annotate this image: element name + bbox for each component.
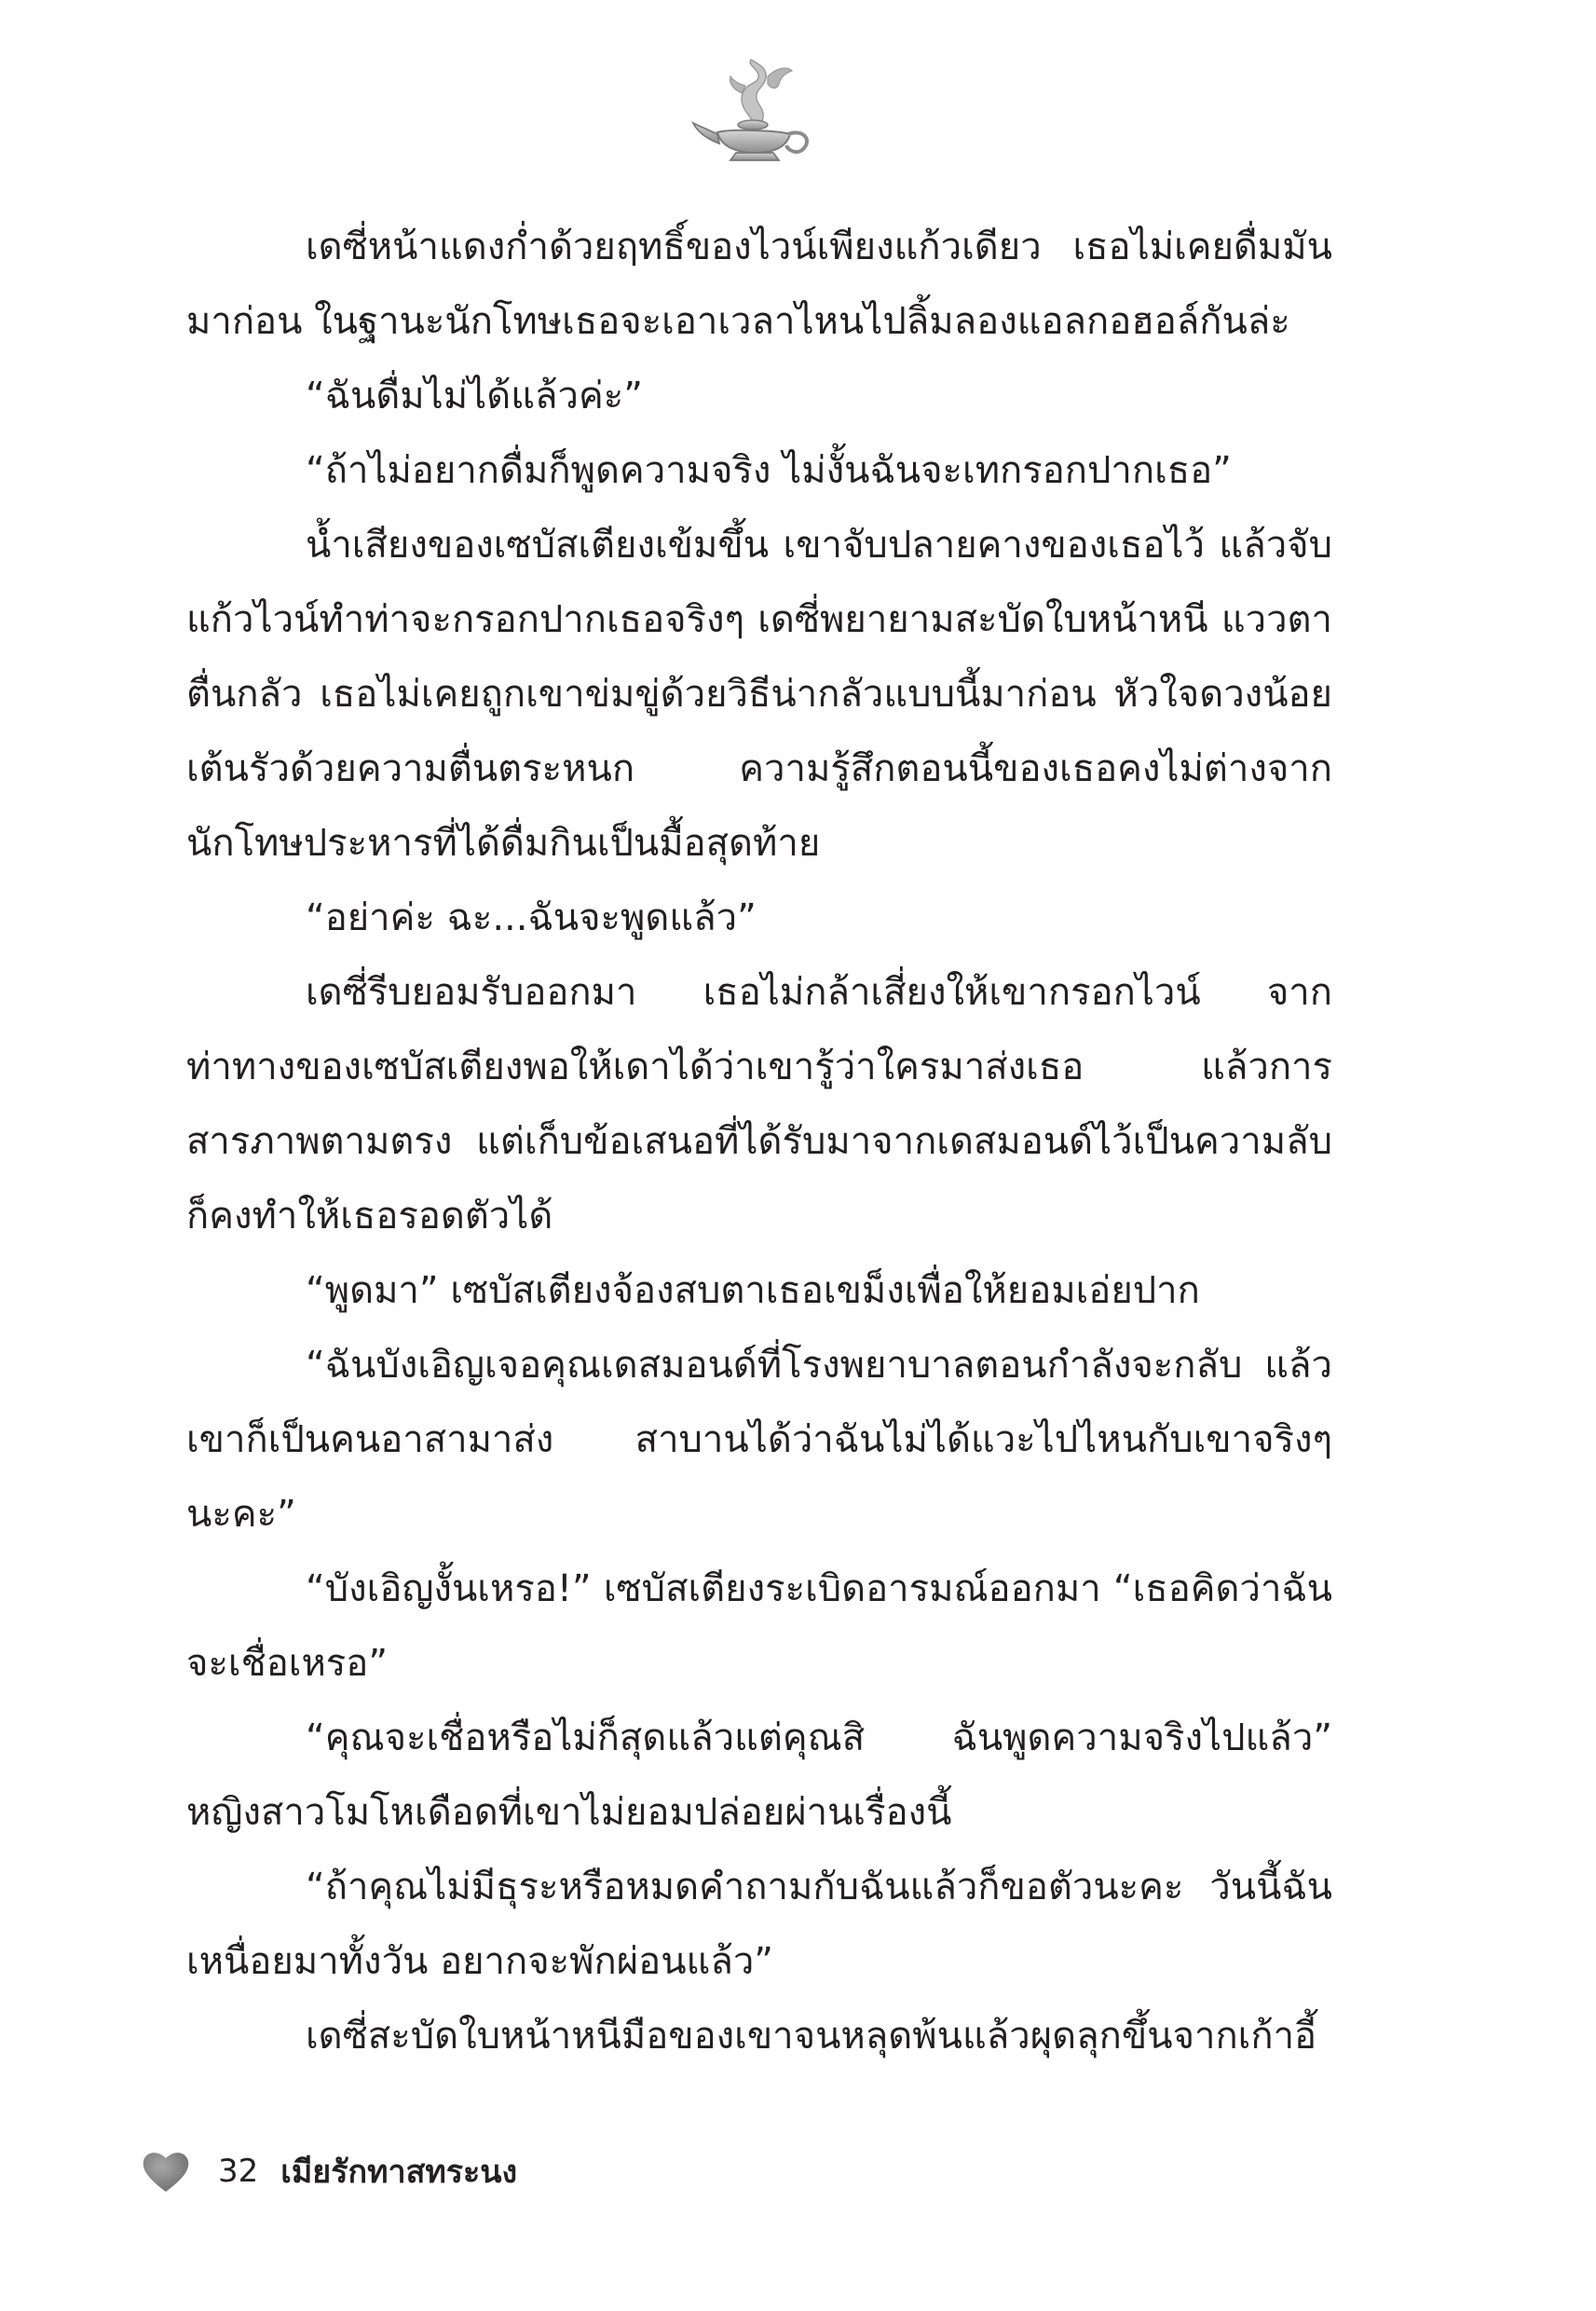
paragraph: “คุณจะเชื่อหรือไม่ก็สุดแล้วแต่คุณสิ ฉันพูดความจริงไปแล้ว” หญิงสาวโมโหเดือดที่เขาไม่ยอมปล่อยผ่านเรื่องนี้: [186, 1716, 1332, 1834]
page-footer: [142, 2143, 517, 2199]
book-title: เมียรักทาสทระนง: [280, 2154, 518, 2191]
paragraph: “ฉันบังเอิญเจอคุณเดสมอนด์ที่โรงพยาบาลตอนกำลังจะกลับ แล้วเขาก็เป็นคนอาสามาส่ง สาบานได้ว่าฉันไม่ได้แวะไปไหนกับเขาจริงๆ นะคะ”: [186, 1344, 1332, 1536]
paragraph: เดซี่หน้าแดงก่ำด้วยฤทธิ์ของไวน์เพียงแก้วเดียว เธอไม่เคยดื่มมันมาก่อน ในฐานะนักโทษเธอจะเอาเวลาไหนไปลิ้มลองแอลกอฮอล์กันล่ะ: [186, 226, 1332, 343]
paragraph: เดซี่รีบยอมรับออกมา เธอไม่กล้าเสี่ยงให้เขากรอกไวน์ จากท่าทางของเซบัสเตียงพอให้เดาได้ว่าเขารู้ว่าใครมาส่งเธอ แล้วการสารภาพตามตรง แต่เก็บข้อเสนอที่ได้รับมาจากเดสมอนด์ไว้เป็นความลับ ก็คงทำให้เธอรอดตัวได้: [186, 971, 1332, 1238]
paragraph: น้ำเสียงของเซบัสเตียงเข้มขึ้น เขาจับปลายคางของเธอไว้ แล้วจับแก้วไวน์ทำท่าจะกรอกปากเธอจริงๆ เดซี่พยายามสะบัดใบหน้าหนี แววตาตื่นกลัว เธอไม่เคยถูกเขาข่มขู่ด้วยวิธีน่ากลัวแบบนี้มาก่อน หัวใจดวงน้อยเต้นรัวด้วยความตื่นตระหนก ความรู้สึกตอนนี้ของเธอคงไม่ต่างจากนักโทษประหารที่ได้ดื่มกินเป็นมื้อสุดท้าย: [186, 524, 1332, 865]
paragraph: เดซี่สะบัดใบหน้าหนีมือของเขาจนหลุดพ้นแล้วผุดลุกขึ้นจากเก้าอี้: [306, 2015, 1317, 2058]
body-text: [186, 210, 1332, 2073]
heart-icon: [142, 2149, 190, 2194]
page-number: 32: [218, 2153, 259, 2190]
paragraph: “บังเอิญงั้นเหรอ!” เซบัสเตียงระเบิดอารมณ์ออกมา “เธอคิดว่าฉันจะเชื่อเหรอ”: [186, 1567, 1332, 1685]
paragraph: “พูดมา” เซบัสเตียงจ้องสบตาเธอเขม็งเพื่อให้ยอมเอ่ยปาก: [306, 1269, 1200, 1312]
paragraph: “อย่าค่ะ ฉะ...ฉันจะพูดแล้ว”: [306, 896, 757, 939]
paragraph: “ฉันดื่มไม่ได้แล้วค่ะ”: [306, 375, 643, 417]
genie-lamp-icon: [689, 56, 820, 163]
paragraph: “ถ้าไม่อยากดื่มก็พูดความจริง ไม่งั้นฉันจะเทกรอกปากเธอ”: [306, 449, 1232, 492]
paragraph: “ถ้าคุณไม่มีธุระหรือหมดคำถามกับฉันแล้วก็ขอตัวนะคะ วันนี้ฉันเหนื่อยมาทั้งวัน อยากจะพักผ่อนแล้ว”: [186, 1866, 1332, 1983]
